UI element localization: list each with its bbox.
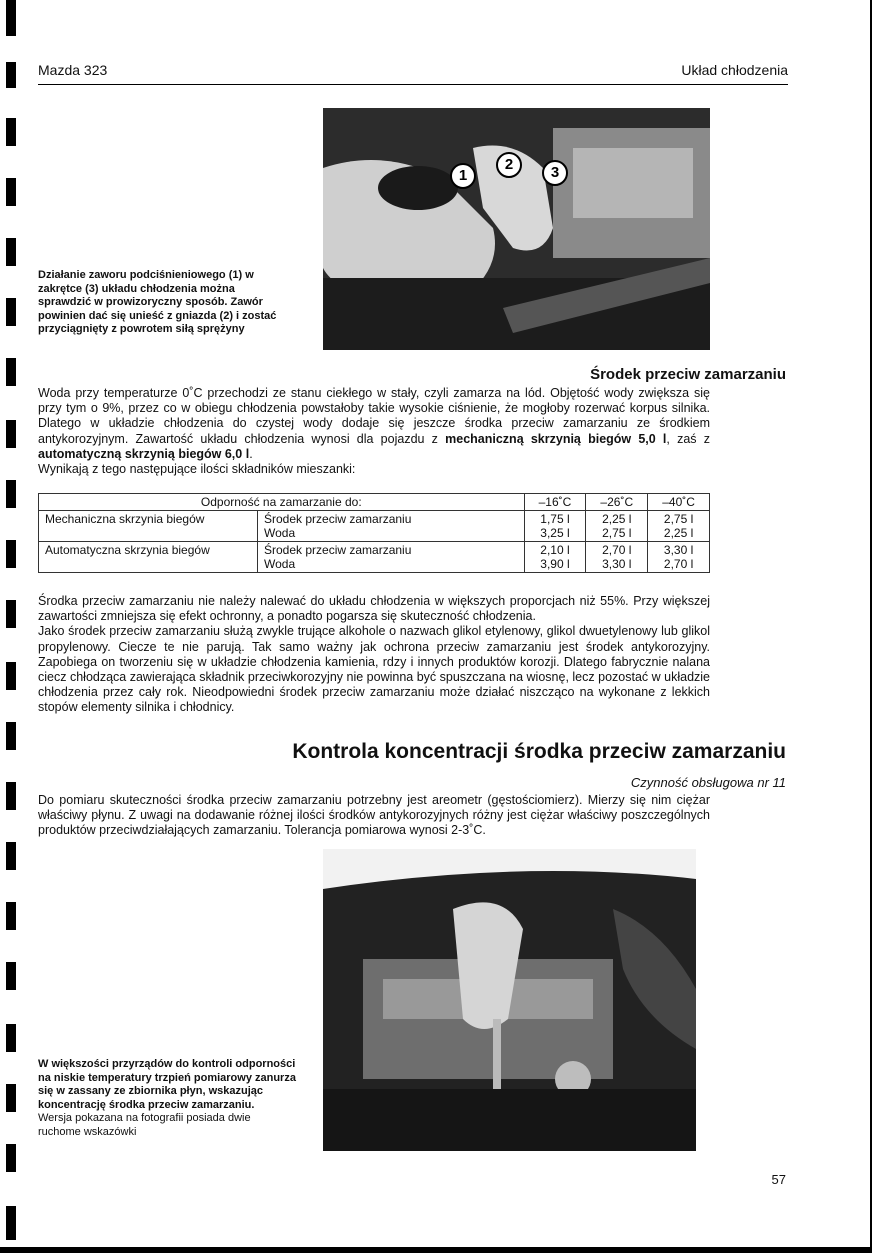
binding-mark bbox=[6, 1024, 16, 1052]
paragraph-hydrometer: Do pomiaru skuteczności środka przeciw zamarzaniu potrzebny jest areometr (gęstościomierz). Mierzy się nim ciężar właściwy płynu. Z uwagi na dodawanie różnej ilości środków antykorozyjnych różny jest ciężar właściwy poszczególnych produktów przeciwdziałających zamarzaniu. Tolerancja pomiarowa wynosi 2-3˚C. bbox=[38, 793, 710, 838]
binding-mark bbox=[6, 1084, 16, 1112]
header-book-title: Mazda 323 bbox=[38, 62, 108, 78]
paragraph-bold-text: automatyczną skrzynią biegów 6,0 l bbox=[38, 446, 250, 461]
binding-mark bbox=[6, 1206, 16, 1240]
table-header-cell: –26˚C bbox=[586, 494, 648, 511]
binding-mark bbox=[6, 298, 16, 326]
paragraph-text: Wynikają z tego następujące ilości składników mieszanki: bbox=[38, 462, 356, 477]
figure-2-caption-normal: Wersja pokazana na fotografii posiada dwie ruchome wskazówki bbox=[38, 1112, 251, 1138]
binding-mark bbox=[6, 902, 16, 930]
table-row bbox=[39, 511, 710, 542]
table-cell-value bbox=[524, 511, 586, 542]
table-cell-value bbox=[648, 511, 710, 542]
table-cell-components bbox=[258, 542, 525, 573]
table-cell-line: 3,30 l bbox=[663, 543, 694, 557]
table-cell-line: 3,25 l bbox=[540, 526, 570, 540]
table-cell-line: 2,25 l bbox=[602, 512, 632, 526]
figure-2-caption bbox=[38, 1058, 296, 1139]
callout-badge-3: 3 bbox=[542, 160, 568, 186]
header-chapter-title: Układ chłodzenia bbox=[681, 62, 788, 78]
table-header-cell: –40˚C bbox=[648, 494, 710, 511]
paragraph-proportions bbox=[38, 594, 710, 716]
table-cell-value bbox=[586, 542, 648, 573]
table-cell-gearbox: Automatyczna skrzynia biegów bbox=[39, 542, 258, 573]
page-bottom-edge bbox=[0, 1247, 872, 1253]
figure-2-photo bbox=[323, 849, 696, 1151]
binding-mark bbox=[6, 358, 16, 386]
binding-mark bbox=[6, 842, 16, 870]
table-cell-line: 2,25 l bbox=[663, 526, 694, 540]
page-number: 57 bbox=[771, 1172, 786, 1187]
binding-mark bbox=[6, 722, 16, 750]
table-cell-gearbox: Mechaniczna skrzynia biegów bbox=[39, 511, 258, 542]
binding-mark bbox=[6, 1144, 16, 1172]
binding-mark bbox=[6, 0, 16, 36]
binding-mark bbox=[6, 178, 16, 206]
binding-mark bbox=[6, 662, 16, 690]
paragraph-text: Jako środek przeciw zamarzaniu służą zwykle trujące alkohole o nazwach glikol etylenowy, glikol dwuetylenowy lub glikol propylenowy. Ciecze te nie parują. Tak samo ważny jak ochrona przeciw zamarzaniu jest środek antykorozyjny. Zapobiega on tworzeniu się w układzie chłodzenia kamienia, rdzy i innych produktów korozji. Dlatego fabrycznie nalana ciecz chłodząca zawierająca składnik przeciwkorozyjny nie powinna być spuszczana na wiosnę, lecz pozostać w układzie chłodzenia przez cały rok. Nieodpowiedni środek przeciw zamarzaniu może działać niszcząco na wykonane z lekkich stopów elementy silnika i chłodnicy. bbox=[38, 624, 710, 715]
header-rule bbox=[38, 84, 788, 85]
paragraph-intro bbox=[38, 386, 710, 477]
binding-mark bbox=[6, 480, 16, 508]
section-heading-antifreeze: Środek przeciw zamarzaniu bbox=[590, 366, 786, 383]
table-cell-line: 2,75 l bbox=[663, 512, 694, 526]
paragraph-text: Woda przy temperaturze 0˚C przechodzi ze stanu ciekłego w stały, czyli zamarza na lód. Objętość wody zwiększa się przy tym o 9%, przez co w obiegu chłodzenia powstałoby takie wysokie ciśnienie, że mogłoby rozerwać korpus silnika. Dlatego w układzie chłodzenia do czystej wody dodaje się jeszcze środka przeciw zamarzaniu ze środkiem antykorozyjnym. Zawartość układu chłodzenia wynosi dla pojazdu z bbox=[38, 386, 710, 446]
paragraph-text: Środka przeciw zamarzaniu nie należy nalewać do układu chłodzenia w większych proporcjach niż 55%. Przy większej zawartości zmniejsza się efekt ochronny, a ponadto pogarsza się skuteczność chłodzenia. bbox=[38, 594, 710, 624]
table-cell-line: Woda bbox=[264, 526, 296, 540]
table-cell-line: Środek przeciw zamarzaniu bbox=[264, 512, 412, 526]
figure-1-photo bbox=[323, 108, 710, 350]
binding-mark bbox=[6, 962, 16, 990]
table-cell-line: 3,90 l bbox=[540, 557, 570, 571]
table-header-cell: Odporność na zamarzanie do: bbox=[39, 494, 525, 511]
figure-2-caption-bold: W większości przyrządów do kontroli odporności na niskie temperatury trzpień pomiarowy zanurza się w zassany ze zbiornika płyn, wskazując koncentrację środka przeciw zamarzaniu. bbox=[38, 1058, 296, 1111]
table-cell-line: 2,70 l bbox=[602, 543, 632, 557]
table-cell-line: 3,30 l bbox=[602, 557, 632, 571]
callout-badge-1: 1 bbox=[450, 163, 476, 189]
table-cell-value bbox=[586, 511, 648, 542]
table-cell-value bbox=[524, 542, 586, 573]
binding-mark bbox=[6, 238, 16, 266]
table-header-row bbox=[39, 494, 710, 511]
table-cell-components bbox=[258, 511, 525, 542]
table-cell-line: 2,70 l bbox=[663, 557, 694, 571]
maintenance-operation-label: Czynność obsługowa nr 11 bbox=[630, 775, 786, 790]
paragraph-bold-text: mechaniczną skrzynią biegów 5,0 l bbox=[445, 431, 667, 446]
table-cell-line: 1,75 l bbox=[540, 512, 570, 526]
figure-1-caption: Działanie zaworu podciśnieniowego (1) w zakrętce (3) układu chłodzenia można sprawdzić w prowizoryczny sposób. Zawór powinien dać się unieść z gniazda (2) i zostać przyciągnięty z powrotem siłą sprężyny bbox=[38, 269, 277, 335]
binding-mark bbox=[6, 420, 16, 448]
section-heading-concentration-check: Kontrola koncentracji środka przeciw zamarzaniu bbox=[292, 740, 786, 763]
binding-mark bbox=[6, 600, 16, 628]
paragraph-text: , zaś z bbox=[666, 431, 710, 446]
table-cell-line: 2,10 l bbox=[540, 543, 570, 557]
table-cell-line: 2,75 l bbox=[602, 526, 632, 540]
table-cell-line: Środek przeciw zamarzaniu bbox=[264, 543, 412, 557]
table-cell-value bbox=[648, 542, 710, 573]
table-cell-line: Woda bbox=[264, 557, 296, 571]
binding-mark bbox=[6, 782, 16, 810]
table-row bbox=[39, 542, 710, 573]
binding-mark bbox=[6, 118, 16, 146]
antifreeze-mixture-table bbox=[38, 493, 710, 573]
binding-mark bbox=[6, 540, 16, 568]
binding-mark bbox=[6, 62, 16, 88]
table-header-cell: –16˚C bbox=[524, 494, 586, 511]
callout-badge-2: 2 bbox=[496, 152, 522, 178]
paragraph-text: . bbox=[249, 446, 253, 461]
